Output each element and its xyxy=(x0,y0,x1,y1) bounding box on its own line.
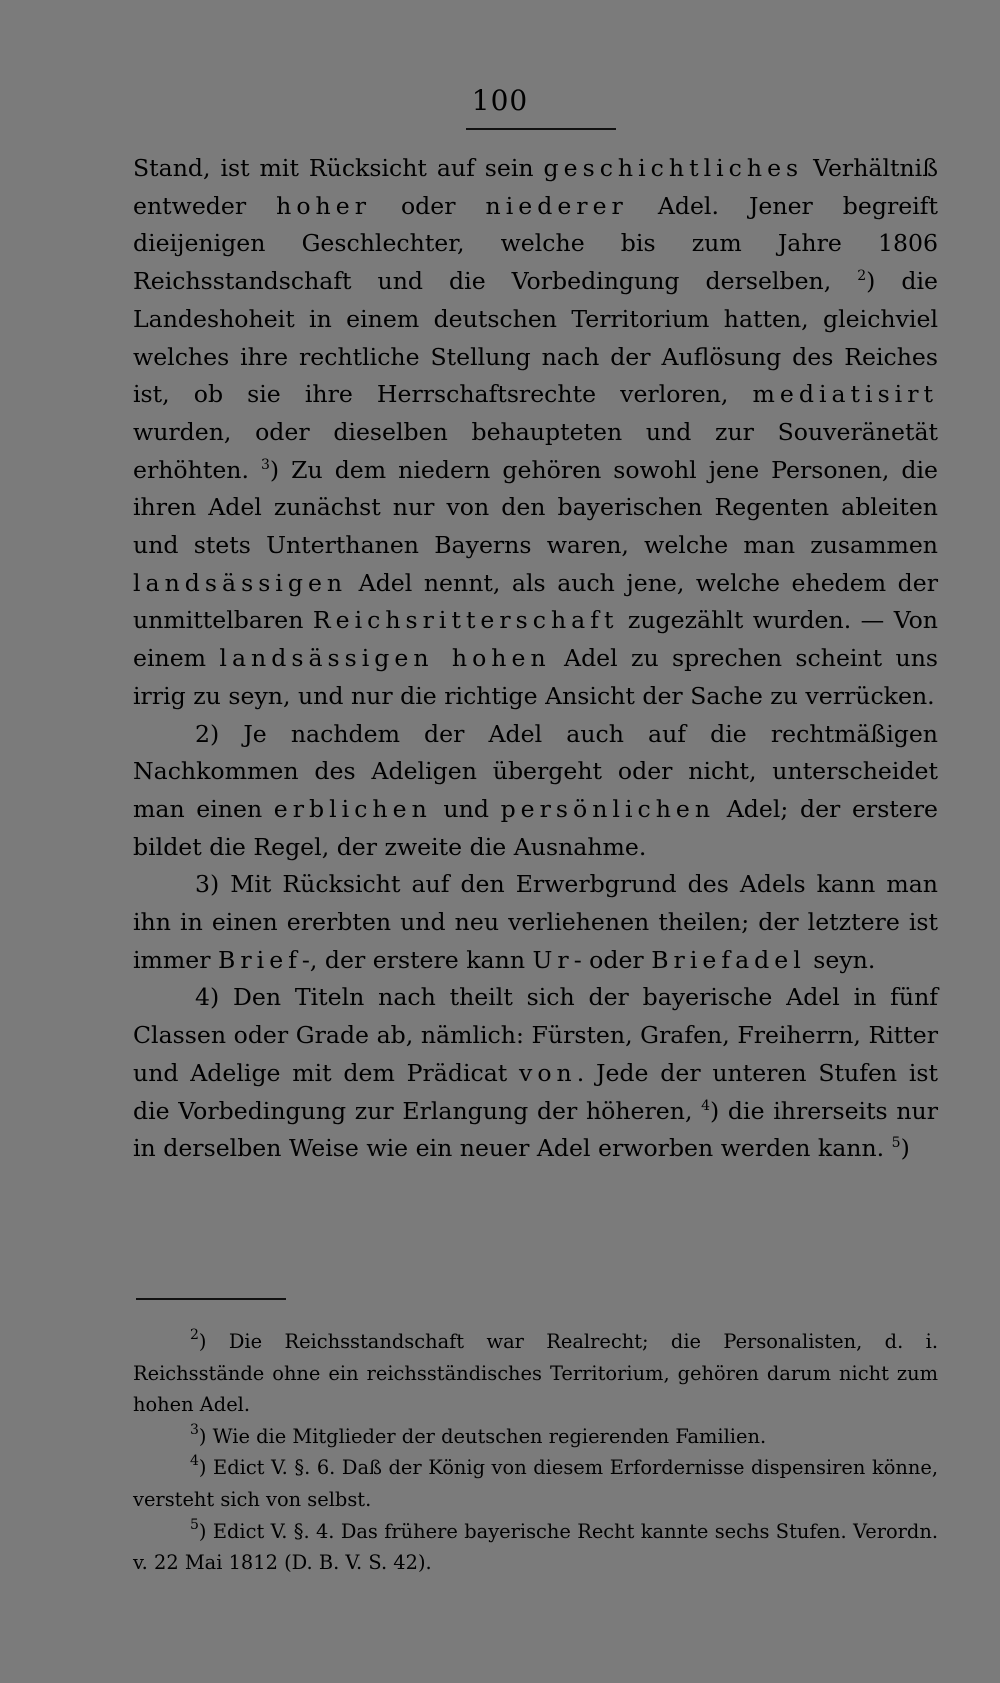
text-run: oder xyxy=(370,191,486,220)
text-run: Verhältniß entweder xyxy=(133,154,938,220)
footnote-ref: 3 xyxy=(260,456,270,473)
footnote xyxy=(133,1326,938,1421)
footnote-text: ) Edict V. §. 6. Daß der König von diesem Erfordernisse dispensiren könne, versteht sich von selbst. xyxy=(133,1456,938,1511)
footnote-marker: 5 xyxy=(190,1516,199,1533)
text-run: . Jede der unteren Stufen ist die Vorbedingung zur Erlangung der höheren, xyxy=(133,1058,938,1125)
text-run: 4) Den Titeln nach theilt sich der bayerische Adel in fünf Classen oder Grade ab, nämlich: Fürsten, Grafen, Freiherrn, Ritter und Adelige mit dem Prädicat xyxy=(133,983,938,1087)
spaced-emphasis: landsässigen hohen xyxy=(219,644,551,673)
footnotes xyxy=(133,1326,938,1579)
text-run: ) die ihrerseits nur in derselben Weise wie ein neuer Adel erworben werden kann. xyxy=(133,1096,938,1163)
text-run: Adel; der erstere bildet die Regel, der zweite die Ausnahme. xyxy=(133,794,938,861)
spaced-emphasis: hoher xyxy=(276,191,371,220)
paragraph-2 xyxy=(133,716,938,867)
footnote xyxy=(133,1421,938,1453)
footnote-marker: 2 xyxy=(190,1327,199,1343)
text-run: 3) Mit Rücksicht auf den Erwerbgrund des Adels kann man ihn in einen ererbten und neu verliehenen theilen; der letztere ist immer xyxy=(133,870,938,974)
footnote-marker: 4 xyxy=(190,1453,199,1470)
text-run: - oder xyxy=(573,945,652,974)
spaced-emphasis: erblichen xyxy=(273,794,432,823)
text-run: -, der erstere kann xyxy=(301,945,533,974)
body-text xyxy=(133,150,938,1168)
spaced-emphasis: Reichsritterschaft xyxy=(312,606,619,635)
paragraph-1 xyxy=(133,150,938,716)
spaced-emphasis: Ur xyxy=(532,945,574,974)
text-run: Stand, ist mit Rücksicht auf sein xyxy=(133,154,544,182)
text-run: Adel zu sprechen scheint uns irrig zu seyn, und nur die richtige Ansicht der Sache zu verrücken. xyxy=(133,644,938,710)
text-run: seyn. xyxy=(805,945,876,974)
spaced-emphasis: Brief xyxy=(218,945,302,974)
footnote-separator xyxy=(136,1298,286,1300)
text-run: ) xyxy=(900,1134,910,1163)
spaced-emphasis: von xyxy=(519,1058,577,1087)
text-run: ) die Landeshoheit in einem deutschen Territorium hatten, gleichviel welches ihre rechtliche Stellung nach der Auflösung des Reiches ist, ob sie ihre Herrschaftsrechte verloren, xyxy=(133,267,938,409)
spaced-emphasis: geschichtliches xyxy=(543,154,804,182)
footnote xyxy=(133,1516,938,1579)
footnote-text: ) Wie die Mitglieder der deutschen regierenden Familien. xyxy=(198,1424,767,1448)
footnote xyxy=(133,1452,938,1515)
spaced-emphasis: landsässigen xyxy=(133,568,348,597)
paragraph-3 xyxy=(133,866,938,979)
text-run: zugezählt wurden. — Von einem xyxy=(133,606,938,673)
text-run: ) Zu dem niedern gehören sowohl jene Personen, die ihren Adel zunächst nur von den bayerischen Regenten ableiten und stets Unterthanen Bayerns waren, welche man zusammen xyxy=(133,455,938,560)
spaced-emphasis: niederer xyxy=(485,191,628,220)
paragraph-4 xyxy=(133,979,938,1168)
text-run: Adel. Jener begreift dieijenigen Geschlechter, welche bis zum Jahre 1806 Reichsstandschaft und die Vorbedingung derselben, xyxy=(133,191,938,296)
text-run: Adel nennt, als auch jene, welche ehedem der unmittelbaren xyxy=(133,568,938,635)
footnote-ref: 4 xyxy=(701,1097,711,1114)
text-run: 2) Je nachdem der Adel auch auf die rechtmäßigen Nachkommen des Adeligen übergeht oder nicht, unterscheidet man einen xyxy=(133,719,938,823)
header-rule xyxy=(466,128,616,130)
spaced-emphasis: Briefadel xyxy=(651,945,806,974)
spaced-emphasis: persönlichen xyxy=(500,794,716,823)
page-number: 100 xyxy=(471,84,529,117)
footnote-ref: 2 xyxy=(857,268,867,285)
text-run: und xyxy=(431,794,501,823)
spaced-emphasis: mediatisirt xyxy=(752,380,938,409)
footnote-marker: 3 xyxy=(190,1421,199,1438)
text-run: wurden, oder dieselben behaupteten und zur Souveränetät erhöhten. xyxy=(133,417,938,484)
footnote-text: ) Edict V. §. 4. Das frühere bayerische Recht kannte sechs Stufen. Verordn. v. 22 Mai 1812 (D. B. V. S. 42). xyxy=(133,1519,938,1575)
footnote-ref: 5 xyxy=(891,1135,901,1152)
footnote-text: ) Die Reichsstandschaft war Realrecht; die Personalisten, d. i. Reichsstände ohne ein reichsständisches Territorium, gehören darum nicht zum hohen Adel. xyxy=(133,1330,938,1417)
